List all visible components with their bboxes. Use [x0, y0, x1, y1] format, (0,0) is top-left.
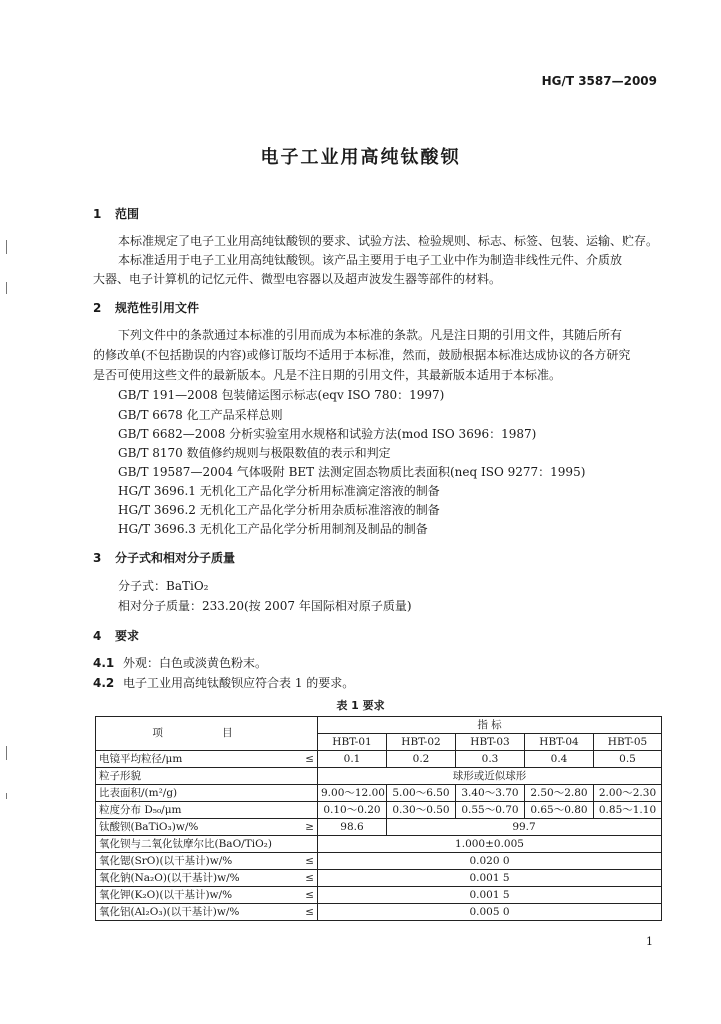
clause-number: 4.2: [93, 676, 115, 690]
section-title: 分子式和相对分子质量: [115, 551, 236, 565]
scan-mark: [6, 793, 7, 799]
row-label: 氧化钾(K₂O)(以干基计)w/% ≤: [96, 887, 318, 904]
reference-item: HG/T 3696.3 无机化工产品化学分析用制剂及制品的制备: [118, 522, 428, 536]
table-cell: 球形或近似球形: [318, 768, 662, 785]
table-cell: 0.4: [525, 751, 594, 768]
paragraph-line: 大器、电子计算机的记忆元件、微型电容器以及超声波发生器等部件的材料。: [93, 272, 502, 286]
reference-item: HG/T 3696.1 无机化工产品化学分析用标准滴定溶液的制备: [118, 484, 440, 498]
scan-mark: [6, 240, 7, 254]
scan-mark: [6, 746, 7, 760]
reference-item: GB/T 191—2008 包装储运图示标志(eqv ISO 780：1997): [118, 388, 445, 402]
section-3-heading: [93, 549, 235, 566]
standard-code: HG/T 3587—2009: [541, 74, 657, 88]
table-header-row: [96, 717, 662, 734]
table-row: [96, 904, 662, 921]
table-row: [96, 836, 662, 853]
table-cell: 0.3: [456, 751, 525, 768]
reference-item: GB/T 8170 数值修约规则与极限数值的表示和判定: [118, 446, 391, 460]
clause-4-1: [93, 654, 267, 671]
table-cell: 2.50～2.80: [525, 785, 594, 802]
section-number: 1: [93, 207, 102, 221]
table-cell: 0.85～1.10: [594, 802, 662, 819]
table-row: [96, 870, 662, 887]
table-cell: 1.000±0.005: [318, 836, 662, 853]
table-cell: 0.55～0.70: [456, 802, 525, 819]
table-cell: 2.00～2.30: [594, 785, 662, 802]
table-cell: 0.2: [387, 751, 456, 768]
molecular-formula: 分子式：BaTiO₂: [118, 579, 209, 593]
table-cell: 0.001 5: [318, 870, 662, 887]
table-cell: 0.020 0: [318, 853, 662, 870]
section-number: 2: [93, 301, 102, 315]
table-row: [96, 853, 662, 870]
grade-header: HBT-01: [318, 734, 387, 751]
section-2-heading: [93, 299, 199, 316]
table-cell: 0.30～0.50: [387, 802, 456, 819]
table-cell: 5.00～6.50: [387, 785, 456, 802]
section-1-heading: [93, 205, 139, 222]
table-cell: 9.00～12.00: [318, 785, 387, 802]
section-number: 4: [93, 629, 102, 643]
paragraph-line: 本标准适用于电子工业用高纯钛酸钡。该产品主要用于电子工业中作为制造非线性元件、介质放: [118, 253, 623, 267]
row-label: 氧化锶(SrO)(以干基计)w/% ≤: [96, 853, 318, 870]
reference-item: HG/T 3696.2 无机化工产品化学分析用杂质标准溶液的制备: [118, 503, 440, 517]
section-title: 范围: [115, 207, 140, 221]
page-number: 1: [646, 935, 653, 948]
table-row: [96, 819, 662, 836]
clause-text: 外观：白色或淡黄色粉末。: [123, 656, 268, 670]
table-cell: 0.001 5: [318, 887, 662, 904]
grade-header: HBT-02: [387, 734, 456, 751]
paragraph-line: 下列文件中的条款通过本标准的引用而成为本标准的条款。凡是注日期的引用文件，其随后所有: [118, 328, 623, 342]
reference-item: GB/T 6682—2008 分析实验室用水规格和试验方法(mod ISO 3696：1987): [118, 427, 537, 441]
column-header-index: 指 标: [318, 717, 662, 734]
section-number: 3: [93, 551, 102, 565]
paragraph-line: 的修改单(不包括勘误的内容)或修订版均不适用于本标准，然而，鼓励根据本标准达成协议的各方研究: [93, 348, 631, 362]
document-title: 电子工业用高纯钛酸钡: [260, 147, 461, 168]
row-label: 粒度分布 D₅₀/μm: [96, 802, 318, 819]
grade-header: HBT-05: [594, 734, 662, 751]
table-cell: 98.6: [318, 819, 387, 836]
scan-mark: [6, 282, 7, 294]
requirements-table: [95, 716, 662, 921]
clause-number: 4.1: [93, 656, 115, 670]
paragraph-line: 是否可使用这些文件的最新版本。凡是不注日期的引用文件，其最新版本适用于本标准。: [93, 368, 562, 382]
table-cell: 0.10～0.20: [318, 802, 387, 819]
grade-header: HBT-03: [456, 734, 525, 751]
table-cell: 99.7: [387, 819, 662, 836]
section-title: 要求: [115, 629, 140, 643]
molecular-mass: 相对分子质量：233.20(按 2007 年国际相对原子质量): [118, 599, 412, 613]
reference-item: GB/T 19587—2004 气体吸附 BET 法测定固态物质比表面积(neq ISO 9277：1995): [118, 465, 586, 479]
row-label: 粒子形貌: [96, 768, 318, 785]
table-row: [96, 751, 662, 768]
row-label: 比表面积/(m²/g): [96, 785, 318, 802]
table-cell: 0.65～0.80: [525, 802, 594, 819]
reference-item: GB/T 6678 化工产品采样总则: [118, 408, 283, 422]
table-cell: 3.40～3.70: [456, 785, 525, 802]
table-row: [96, 887, 662, 904]
table-row: [96, 768, 662, 785]
table-cell: 0.1: [318, 751, 387, 768]
clause-text: 电子工业用高纯钛酸钡应符合表 1 的要求。: [123, 676, 355, 690]
row-label: 氧化铝(Al₂O₃)(以干基计)w/% ≤: [96, 904, 318, 921]
row-label: 氧化钡与二氧化钛摩尔比(BaO/TiO₂): [96, 836, 318, 853]
table-cell: 0.005 0: [318, 904, 662, 921]
row-label: 钛酸钡(BaTiO₃)w/% ≥: [96, 819, 318, 836]
grade-header: HBT-04: [525, 734, 594, 751]
table-row: [96, 802, 662, 819]
section-4-heading: [93, 627, 139, 644]
table-cell: 0.5: [594, 751, 662, 768]
table-row: [96, 785, 662, 802]
paragraph-line: 本标准规定了电子工业用高纯钛酸钡的要求、试验方法、检验规则、标志、标签、包装、运输、贮存。: [118, 234, 659, 248]
clause-4-2: [93, 674, 354, 691]
row-label: 氧化钠(Na₂O)(以干基计)w/% ≤: [96, 870, 318, 887]
row-label: 电镜平均粒径/μm ≤: [96, 751, 318, 768]
column-header-item: 项 目: [96, 717, 318, 751]
section-title: 规范性引用文件: [115, 301, 200, 315]
table-caption: 表 1 要求: [336, 699, 385, 712]
